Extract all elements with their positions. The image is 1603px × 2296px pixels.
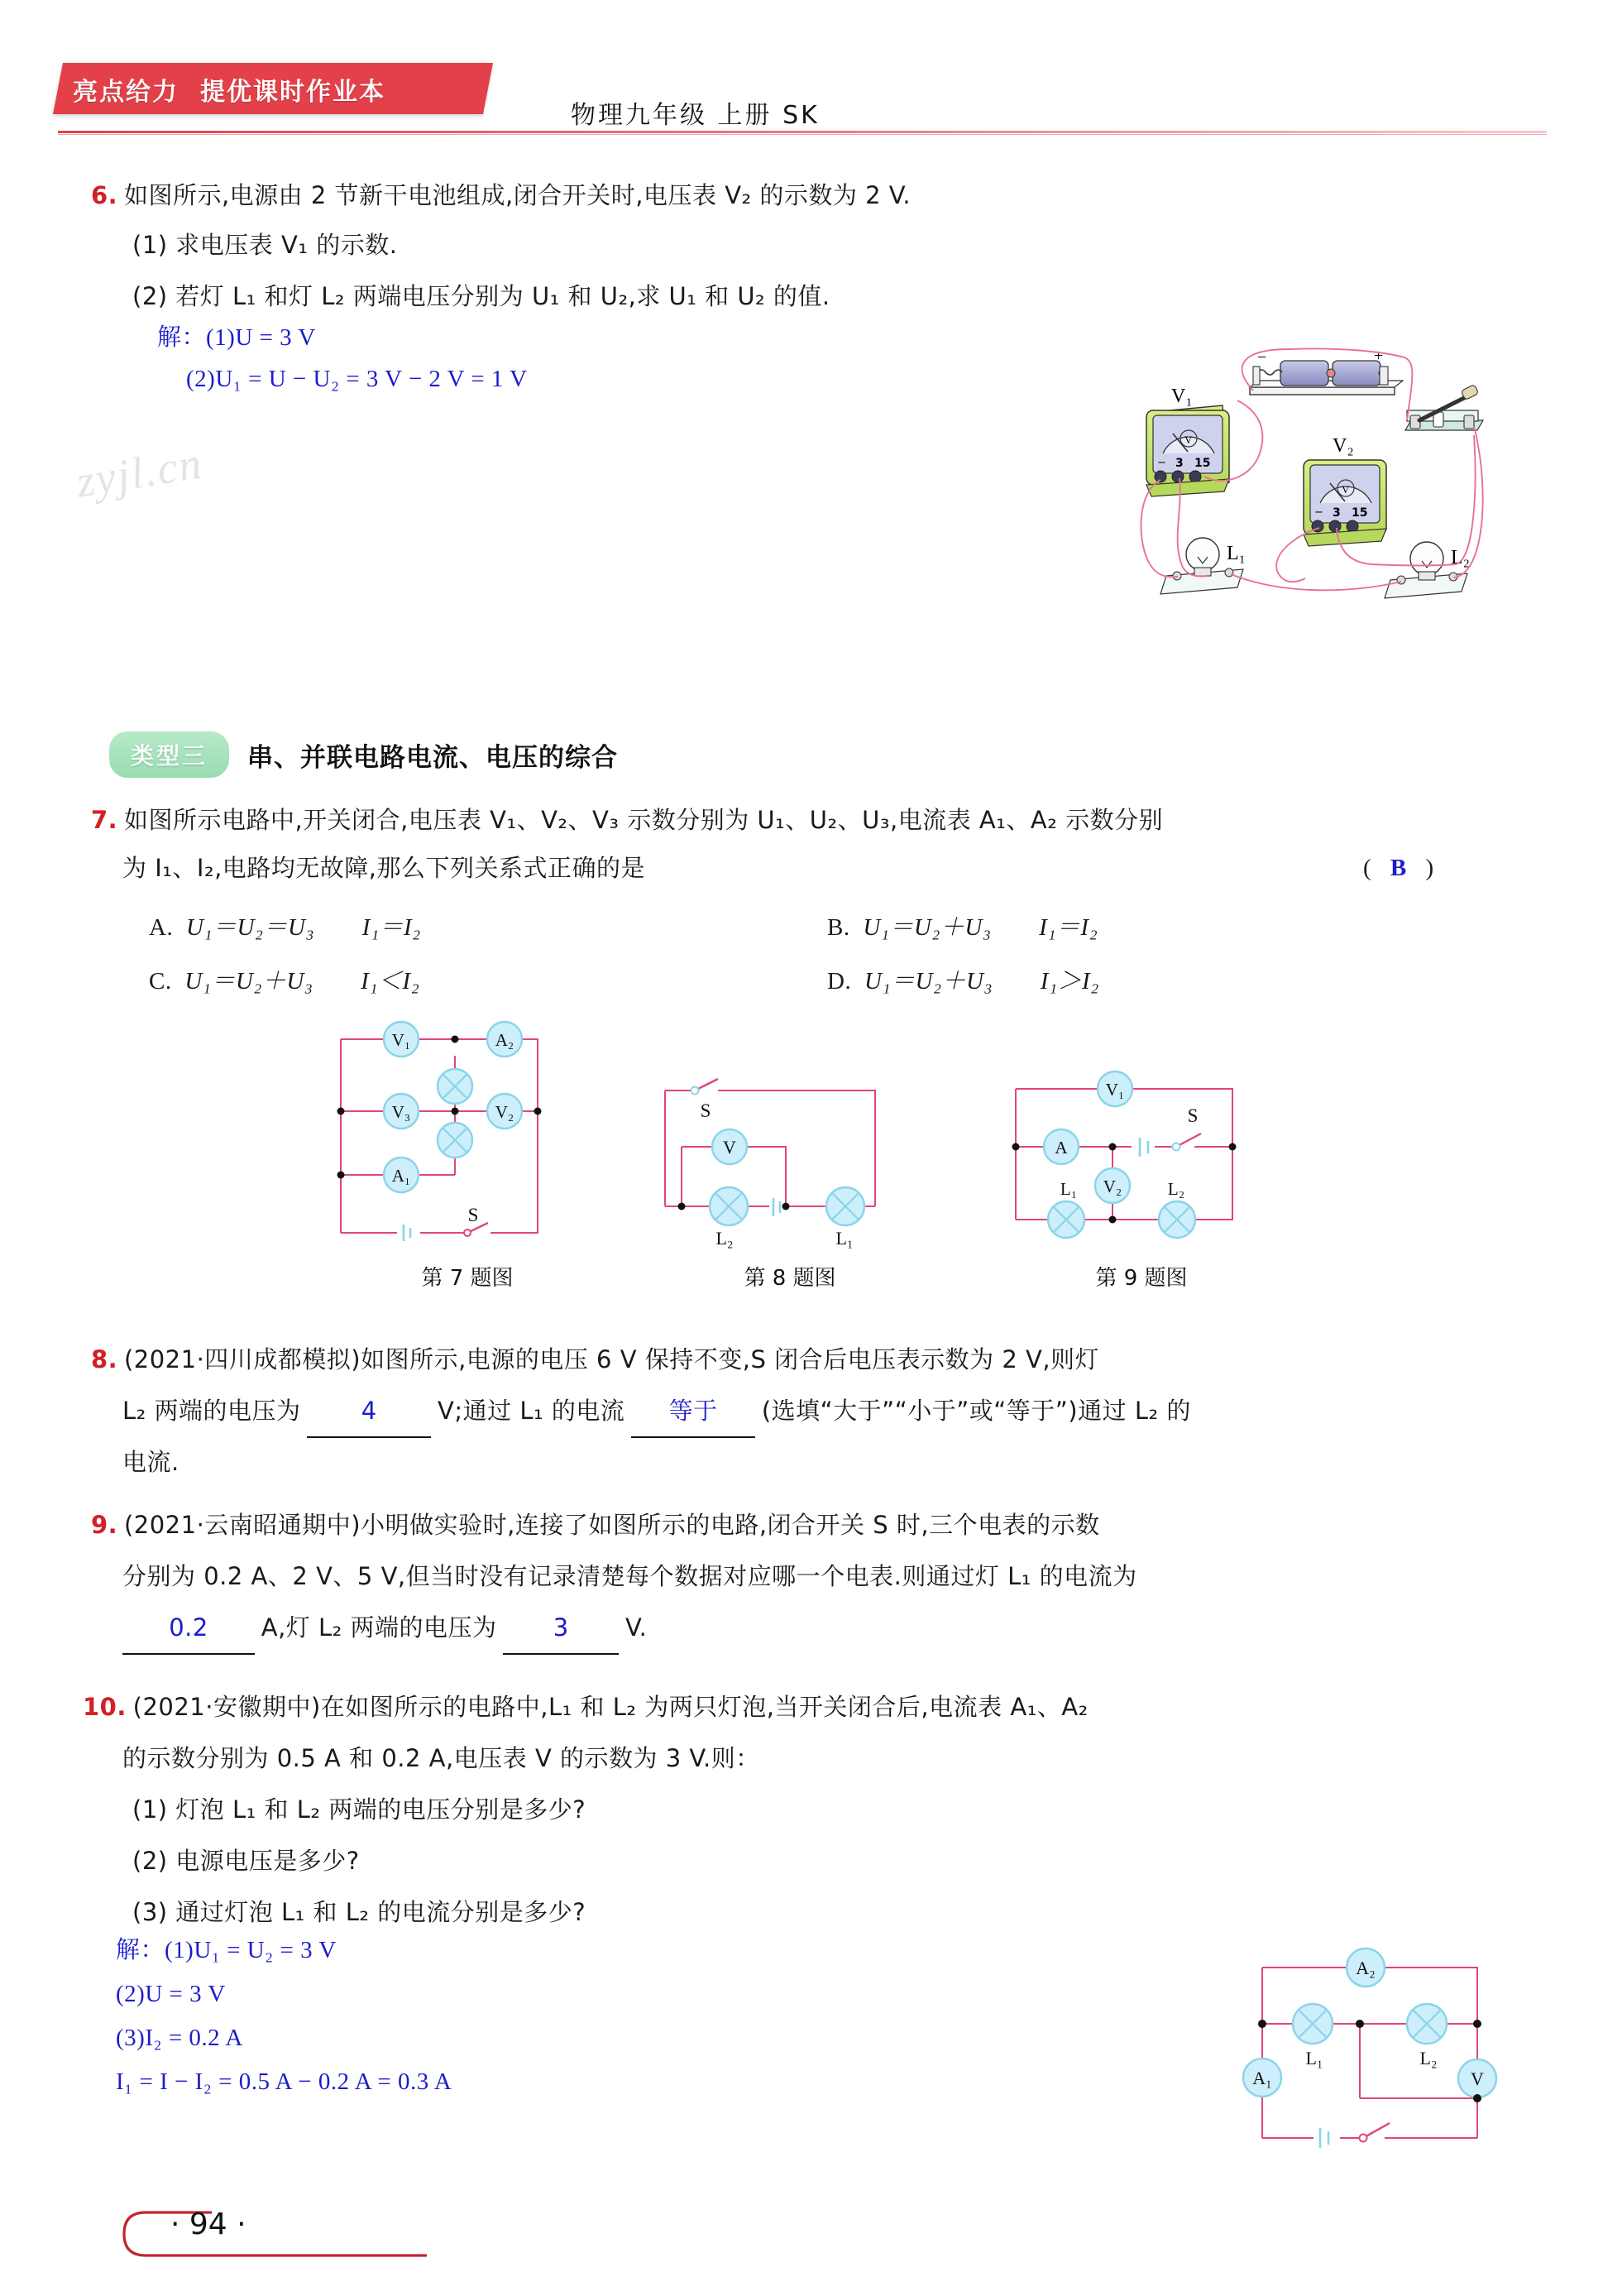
question-7-option-c	[149, 956, 728, 1007]
svg-text:−: −	[1314, 506, 1323, 519]
question-7-answer: B	[1390, 855, 1414, 881]
question-7-option-d	[827, 956, 1406, 1007]
question-10-line2: 的示数分别为 0.5 A 和 0.2 A,电压表 V 的示数为 3 V.则：	[122, 1744, 760, 1772]
brand-name: 亮点给力	[73, 78, 179, 107]
watermark: zyjl.cn	[73, 438, 207, 507]
option-b-expr1: U₁＝U₂＋U₃	[863, 914, 992, 941]
figure-8-svg	[653, 1057, 926, 1264]
svg-text:15: 15	[1352, 506, 1368, 520]
fig7-v1: V₁	[391, 1030, 411, 1050]
figure-8	[653, 1057, 926, 1297]
question-9-text-3b: V.	[625, 1613, 648, 1642]
question-10-answer-2: (2)U = 3 V	[116, 1981, 226, 2007]
question-9-text-1: (2021·云南昭通期中)小明做实验时,连接了如图所示的电路,闭合开关 S 时,三个电表的示数	[123, 1511, 1100, 1539]
question-6-sub2: (2) 若灯 L₁ 和灯 L₂ 两端电压分别为 U₁ 和 U₂,求 U₁ 和 U₂ 的值.	[132, 282, 830, 310]
svg-text:V: V	[1184, 434, 1193, 446]
question-6-text: 如图所示,电源由 2 节新干电池组成,闭合开关时,电压表 V₂ 的示数为 2 V.	[123, 181, 912, 209]
question-9-blank-1[interactable]: 0.2	[122, 1602, 255, 1655]
fig10-a1: A₁	[1252, 2068, 1272, 2088]
fig10-l2: L₂	[1419, 2048, 1438, 2068]
question-8-number: 8.	[91, 1345, 118, 1373]
figure-9-caption: 第 9 题图	[1095, 1266, 1188, 1291]
question-8-text-1: (2021·四川成都模拟)如图所示,电源的电压 6 V 保持不变,S 闭合后电压表示数为 2 V,则灯	[123, 1345, 1100, 1373]
brand-subtitle: 提优课时作业本	[200, 78, 385, 107]
figure-10-svg	[1198, 1921, 1529, 2194]
svg-text:−: −	[1157, 457, 1166, 469]
question-10-sub1: (1) 灯泡 L₁ 和 L₂ 两端的电压分别是多少?	[132, 1795, 586, 1824]
question-6-stem	[91, 170, 1166, 222]
option-c-expr1: U₁＝U₂＋U₃	[184, 968, 313, 995]
option-c-expr2: I₁＜I₂	[361, 968, 420, 995]
fig10-v: V	[1471, 2068, 1484, 2089]
switch-apparatus	[1405, 385, 1483, 430]
option-d-tag: D.	[827, 968, 852, 995]
question-6-apparatus-figure	[1132, 329, 1545, 611]
question-8-blank-1[interactable]: 4	[307, 1385, 431, 1438]
svg-text:V: V	[1342, 483, 1350, 496]
fig7-v3: V₃	[391, 1102, 411, 1122]
option-a-expr1: U₁＝U₂＝U₃	[185, 914, 315, 941]
apparatus-svg	[1132, 329, 1545, 611]
question-8-text-2a: L₂ 两端的电压为	[122, 1397, 301, 1425]
question-6-number: 6.	[91, 181, 118, 209]
question-10-sub3: (3) 通过灯泡 L₁ 和 L₂ 的电流分别是多少?	[132, 1898, 586, 1926]
question-6-answer-2: (2)U₁ = U − U₂ = 3 V − 2 V = 1 V	[186, 366, 528, 392]
page-footer	[79, 2191, 658, 2282]
svg-text:15: 15	[1194, 457, 1211, 470]
answer-paren-close: )	[1425, 855, 1441, 881]
question-9-line1	[91, 1499, 1580, 1551]
fig9-l1: L₁	[1060, 1179, 1078, 1199]
fig9-v2: V₂	[1103, 1177, 1122, 1196]
lamp-l2	[1385, 542, 1470, 598]
question-10-answer-3: (3)I₂ = 0.2 A	[116, 2025, 243, 2051]
option-d-expr1: U₁＝U₂＋U₃	[864, 968, 993, 995]
question-8-blank-2[interactable]: 等于	[631, 1385, 755, 1438]
figure-10	[1198, 1921, 1529, 2194]
l2-label: L₂	[1451, 547, 1471, 568]
fig8-l2: L₂	[715, 1228, 734, 1249]
question-10-answer-4: I₁ = I − I₂ = 0.5 A − 0.2 A = 0.3 A	[116, 2068, 452, 2095]
svg-text:3: 3	[1333, 506, 1341, 520]
question-7-option-a	[149, 902, 728, 953]
v2-label: V₂	[1333, 435, 1354, 457]
question-8-line2	[122, 1385, 1578, 1438]
question-9-line2: 分别为 0.2 A、2 V、5 V,但当时没有记录清楚每个数据对应哪一个电表.则通过灯 L₁ 的电流为	[122, 1562, 1137, 1590]
page-number: · 94 ·	[170, 2207, 246, 2241]
question-9-blank-2[interactable]: 3	[503, 1602, 619, 1655]
question-6-answer-1: 解：(1)U = 3 V	[157, 324, 316, 351]
battery-minus-label: −	[1257, 348, 1267, 367]
figure-7	[331, 1016, 604, 1289]
option-d-expr2: I₁＞I₂	[1040, 968, 1099, 995]
question-10-answer-1: 解：(1)U₁ = U₂ = 3 V	[116, 1937, 337, 1963]
figure-7-svg	[331, 1016, 604, 1264]
fig10-a2: A₂	[1356, 1958, 1376, 1978]
lamp-l1	[1160, 538, 1246, 594]
fig7-switch: S	[467, 1205, 479, 1225]
option-b-expr2: I₁＝I₂	[1039, 914, 1098, 941]
question-8-text-2c: (选填“大于”“小于”或“等于”)通过 L₂ 的	[761, 1397, 1191, 1425]
answer-paren-open: (	[1363, 855, 1378, 881]
fig7-a2: A₂	[495, 1030, 514, 1050]
question-9-line3	[122, 1602, 1446, 1655]
question-7-option-b	[827, 902, 1406, 953]
question-7-text-1: 如图所示电路中,开关闭合,电压表 V₁、V₂、V₃ 示数分别为 U₁、U₂、U₃,电流表 A₁、A₂ 示数分别	[123, 806, 1164, 834]
type-title: 串、并联电路电流、电压的综合	[247, 742, 619, 773]
figure-7-caption: 第 7 题图	[421, 1266, 514, 1291]
fig8-switch: S	[700, 1100, 711, 1121]
header-rule	[58, 131, 1547, 133]
question-7-number: 7.	[91, 806, 118, 834]
footer-rule-svg	[79, 2191, 658, 2282]
question-10-line1	[83, 1681, 1580, 1733]
l1-label: L₁	[1227, 543, 1247, 564]
figure-8-caption: 第 8 题图	[744, 1266, 836, 1291]
battery-holder	[1250, 347, 1403, 395]
brand-banner-text	[73, 70, 503, 109]
question-9-text-3a: A,灯 L₂ 两端的电压为	[261, 1613, 497, 1642]
question-7-line2: 为 I₁、I₂,电路均无故障,那么下列关系式正确的是	[122, 854, 646, 882]
type-badge: 类型三	[109, 731, 229, 778]
question-8-line1	[91, 1334, 1580, 1386]
type-section-header	[109, 731, 618, 778]
option-b-tag: B.	[827, 914, 850, 941]
question-7-line1	[91, 794, 1580, 846]
option-c-tag: C.	[149, 968, 172, 995]
option-a-expr2: I₁＝I₂	[361, 914, 421, 941]
battery-plus-label: +	[1374, 347, 1384, 365]
v1-label: V₁	[1171, 386, 1193, 407]
question-8-line3: 电流.	[122, 1448, 179, 1476]
fig9-l2: L₂	[1167, 1179, 1185, 1199]
header-rule-thin	[58, 134, 1547, 135]
fig7-a1: A₁	[391, 1166, 411, 1186]
fig10-l1: L₁	[1305, 2048, 1323, 2068]
fig9-switch: S	[1187, 1105, 1199, 1126]
figure-9-svg	[993, 1057, 1290, 1264]
header-title: 物理九年级 上册 SK	[571, 101, 820, 130]
fig9-a: A	[1055, 1138, 1068, 1158]
figure-9	[993, 1057, 1290, 1297]
fig8-v: V	[723, 1137, 736, 1158]
page-header	[0, 51, 1603, 131]
svg-text:3: 3	[1175, 457, 1184, 470]
fig7-v2: V₂	[495, 1102, 514, 1122]
option-a-tag: A.	[149, 914, 174, 941]
question-10-text-1: (2021·安徽期中)在如图所示的电路中,L₁ 和 L₂ 为两只灯泡,当开关闭合后,电流表 A₁、A₂	[132, 1693, 1089, 1721]
question-8-text-2b: V;通过 L₁ 的电流	[438, 1397, 625, 1425]
question-6-sub1: (1) 求电压表 V₁ 的示数.	[132, 231, 398, 259]
question-10-number: 10.	[83, 1693, 127, 1721]
question-9-number: 9.	[91, 1511, 118, 1539]
fig9-v1: V₁	[1105, 1080, 1125, 1100]
fig8-l1: L₁	[835, 1228, 854, 1249]
question-10-sub2: (2) 电源电压是多少?	[132, 1847, 360, 1875]
question-7-answer-group	[1363, 842, 1545, 894]
